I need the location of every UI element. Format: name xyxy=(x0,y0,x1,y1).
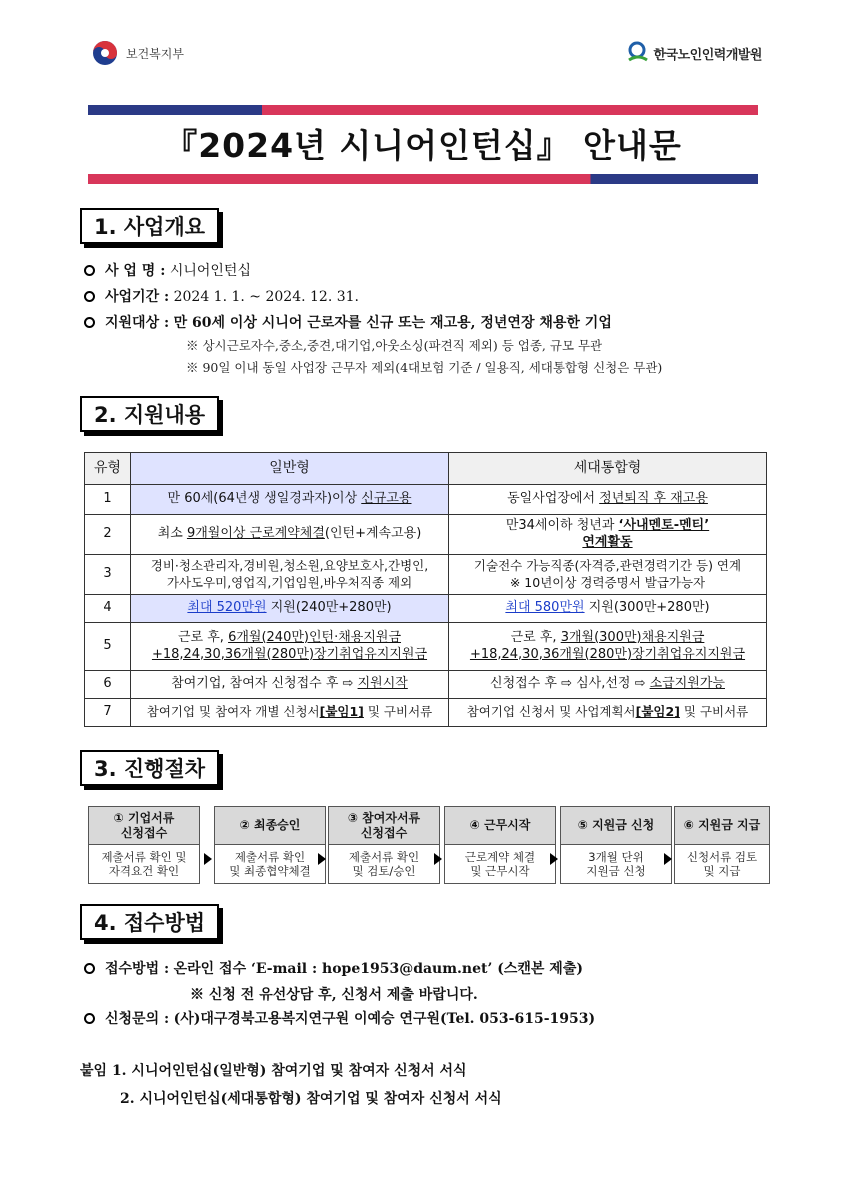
integrated-cell: 기술전수 가능직종(자격증,관련경력기간 등) 연계 ※ 10년이상 경력증명서 발급가능자 xyxy=(449,555,767,595)
title-band-top xyxy=(88,105,758,115)
step-title: ③ 참여자서류 신청접수 xyxy=(329,807,439,845)
bullet-circle-icon xyxy=(84,317,95,328)
integrated-cell: 만34세이하 청년과 ‘사내멘토-멘티’ 연계활동 xyxy=(449,515,767,555)
process-step-4 xyxy=(444,806,556,884)
integrated-cell: 근로 후, 3개월(300만)채용지원금 +18,24,30,36개월(280만)장기취업유지지원금 xyxy=(449,623,767,671)
general-cell: 최대 520만원 지원(240만+280만) xyxy=(131,595,449,623)
col-type-header: 유형 xyxy=(85,453,131,485)
table-row xyxy=(85,671,767,699)
target-note-2: ※ 90일 이내 동일 사업장 근무자 제외(4대보험 기준 / 일용직, 세대통합형 신청은 무관) xyxy=(186,360,663,375)
row-number: 2 xyxy=(85,515,131,555)
bullet-circle-icon xyxy=(84,963,95,974)
attachment-item-1: 1. 시니어인턴십(일반형) 참여기업 및 참여자 신청서 서식 xyxy=(111,1063,467,1079)
table-row xyxy=(85,515,767,555)
ministry-logo xyxy=(92,40,184,66)
method-label: 접수방법 : xyxy=(105,961,170,977)
col-general-header: 일반형 xyxy=(131,453,449,485)
arrow-right-icon xyxy=(664,853,672,865)
integrated-cell: 최대 580만원 지원(300만+280만) xyxy=(449,595,767,623)
integrated-cell: 동일사업장에서 정년퇴직 후 재고용 xyxy=(449,485,767,515)
table-row xyxy=(85,485,767,515)
overview-name-line xyxy=(84,260,251,280)
general-cell: 참여기업, 참여자 신청접수 후 ⇨ 지원시작 xyxy=(131,671,449,699)
section-header-support: 2. 지원내용 xyxy=(80,396,219,432)
step-desc: 제출서류 확인 및 최종협약체결 xyxy=(229,849,311,878)
bullet-circle-icon xyxy=(84,265,95,276)
process-step-3 xyxy=(328,806,440,884)
apply-method-note: ※ 신청 전 유선상담 후, 신청서 제출 바랍니다. xyxy=(190,987,478,1003)
col-integrated-header: 세대통합형 xyxy=(449,453,767,485)
step-desc: 3개월 단위 지원금 신청 xyxy=(586,849,646,878)
bullet-circle-icon xyxy=(84,291,95,302)
row-number: 6 xyxy=(85,671,131,699)
attachment-label: 붙임 xyxy=(80,1063,108,1079)
ministry-name: 보건복지부 xyxy=(126,46,184,61)
row-number: 7 xyxy=(85,699,131,727)
name-label: 사 업 명 : xyxy=(105,263,166,279)
row-number: 3 xyxy=(85,555,131,595)
arrow-right-icon xyxy=(318,853,326,865)
contact-value: (사)대구경북고용복지연구원 이예승 연구원(Tel. 053-615-1953) xyxy=(173,1011,596,1027)
arrow-right-icon xyxy=(434,853,442,865)
method-value: 온라인 접수 ‘E-mail : hope1953@daum.net’ (스캔본 제출) xyxy=(173,961,583,977)
table-row xyxy=(85,623,767,671)
general-cell: 만 60세(64년생 생일경과자)이상 신규고용 xyxy=(131,485,449,515)
arrow-right-icon xyxy=(550,853,558,865)
title-band-bottom xyxy=(88,174,758,184)
support-table xyxy=(84,452,767,727)
section-header-apply: 4. 접수방법 xyxy=(80,904,219,940)
row-number: 4 xyxy=(85,595,131,623)
integrated-cell: 참여기업 신청서 및 사업계획서[붙임2] 및 구비서류 xyxy=(449,699,767,727)
general-cell: 참여기업 및 참여자 개별 신청서[붙임1] 및 구비서류 xyxy=(131,699,449,727)
step-title: ④ 근무시작 xyxy=(445,807,555,845)
row-number: 5 xyxy=(85,623,131,671)
process-step-6 xyxy=(674,806,770,884)
period-value: 2024 1. 1. ~ 2024. 12. 31. xyxy=(173,289,359,305)
attachment-1 xyxy=(80,1060,467,1080)
agency-name: 한국노인인력개발원 xyxy=(653,47,762,63)
apply-method-line xyxy=(84,958,583,978)
target-value: 만 60세 이상 시니어 근로자를 신규 또는 재고용, 정년연장 채용한 기업 xyxy=(173,315,612,331)
table-header-row xyxy=(85,453,767,485)
table-row xyxy=(85,555,767,595)
process-step-2 xyxy=(214,806,326,884)
row-number: 1 xyxy=(85,485,131,515)
step-desc: 신청서류 검토 및 지급 xyxy=(686,849,758,878)
general-cell: 경비·청소관리자,경비원,청소원,요양보호사,간병인, 가사도우미,영업직,기업임원,바우처직종 제외 xyxy=(131,555,449,595)
step-desc: 근로계약 체결 및 근무시작 xyxy=(464,849,536,878)
step-desc: 제출서류 확인 및 자격요건 확인 xyxy=(101,849,187,878)
period-label: 사업기간 : xyxy=(105,289,170,305)
contact-label: 신청문의 : xyxy=(105,1011,170,1027)
taegeuk-logo-icon xyxy=(92,40,118,66)
attachment-item-2: 2. 시니어인턴십(세대통합형) 참여기업 및 참여자 신청서 서식 xyxy=(120,1091,502,1107)
table-row xyxy=(85,699,767,727)
process-step-5 xyxy=(560,806,672,884)
overview-target-line xyxy=(84,312,612,332)
apply-contact-line xyxy=(84,1008,595,1028)
integrated-cell: 신청접수 후 ⇨ 심사,선정 ⇨ 소급지원가능 xyxy=(449,671,767,699)
page-title: 『2024년 시니어인턴십』 안내문 xyxy=(164,126,682,165)
general-cell: 근로 후, 6개월(240만)인턴·채용지원금 +18,24,30,36개월(280만)장기취업유지지원금 xyxy=(131,623,449,671)
step-title: ⑥ 지원금 지급 xyxy=(675,807,769,845)
name-value: 시니어인턴십 xyxy=(169,263,251,279)
section-header-process: 3. 진행절차 xyxy=(80,750,219,786)
process-step-1 xyxy=(88,806,200,884)
general-cell: 최소 9개월이상 근로계약체결(인턴+계속고용) xyxy=(131,515,449,555)
section-header-overview: 1. 사업개요 xyxy=(80,208,219,244)
target-note-1: ※ 상시근로자수,중소,중견,대기업,아웃소싱(파견직 제외) 등 업종, 규모 무관 xyxy=(186,338,603,353)
target-label: 지원대상 : xyxy=(105,315,170,331)
step-title: ① 기업서류 신청접수 xyxy=(89,807,199,845)
agency-logo xyxy=(627,40,762,66)
table-row xyxy=(85,595,767,623)
bullet-circle-icon xyxy=(84,1013,95,1024)
step-desc: 제출서류 확인 및 검토/승인 xyxy=(348,849,420,878)
step-title: ⑤ 지원금 신청 xyxy=(561,807,671,845)
agency-emblem-icon xyxy=(627,40,649,66)
step-title: ② 최종승인 xyxy=(215,807,325,845)
overview-period-line xyxy=(84,286,359,306)
arrow-right-icon xyxy=(204,853,212,865)
